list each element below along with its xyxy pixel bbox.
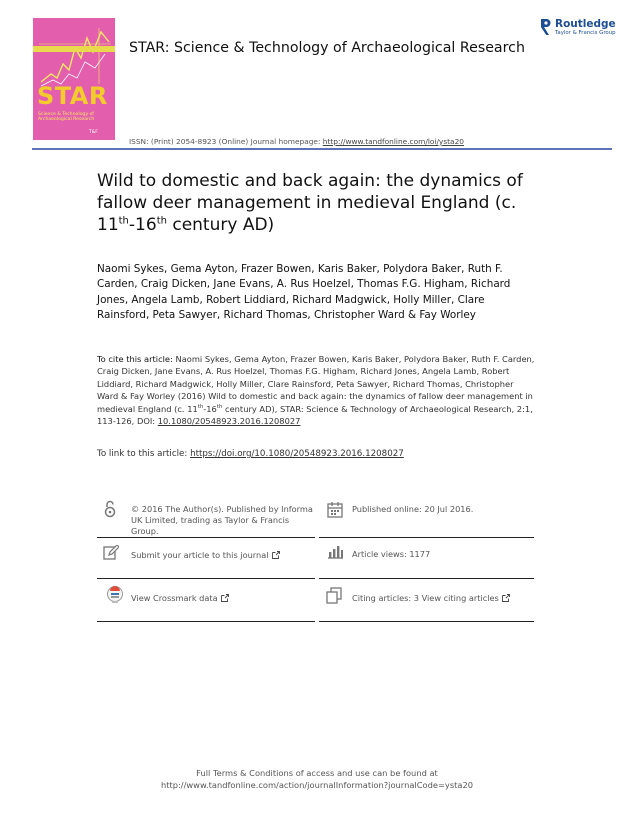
citation-doi[interactable]: 10.1080/20548923.2016.1208027	[157, 416, 301, 427]
citation-sup-2: th	[216, 403, 223, 410]
journal-cover[interactable]	[33, 18, 115, 140]
cover-publisher-mark: T&F	[89, 130, 98, 135]
article-doi-link[interactable]: https://doi.org/10.1080/20548923.2016.1208027	[190, 449, 404, 459]
crossmark-label: View Crossmark data	[131, 593, 218, 603]
title-dash: -16	[128, 215, 157, 235]
routledge-r-icon	[540, 17, 552, 37]
citation-text-2: -16	[203, 403, 217, 414]
info-divider	[97, 621, 315, 622]
title-sup-2: th	[156, 215, 167, 227]
journal-title: STAR: Science & Technology of Archaeological Research	[129, 40, 525, 56]
title-tail: century AD)	[166, 215, 275, 235]
header-divider	[32, 148, 612, 150]
crossmark-icon	[106, 585, 124, 605]
published-date: Published online: 20 Jul 2016.	[352, 504, 474, 514]
external-link-icon	[502, 594, 510, 602]
info-divider	[97, 537, 315, 538]
citation-sup-1: th	[197, 403, 204, 410]
license-text: © 2016 The Author(s). Published by Informa UK Limited, trading as Taylor & Francis Group.	[131, 504, 313, 536]
issn-line	[129, 137, 464, 146]
cover-subtitle: Science & Technology of Archaeological Research	[38, 112, 95, 123]
article-link-line	[97, 449, 404, 459]
citing-articles-link[interactable]	[352, 593, 510, 603]
open-access-icon	[103, 500, 117, 518]
title-line-1: Wild to domestic and back again: the dynamics of	[97, 171, 523, 191]
footer-terms: Full Terms & Conditions of access and use can be found at	[196, 768, 438, 778]
bar-chart-icon	[327, 544, 344, 559]
crossmark-cell[interactable]	[97, 582, 319, 620]
title-sup-1: th	[118, 215, 129, 227]
footer-url[interactable]: http://www.tandfonline.com/action/journalInformation?journalCode=ysta20	[160, 780, 474, 790]
submit-article-link[interactable]	[131, 550, 280, 560]
info-divider	[97, 578, 315, 579]
edit-icon	[103, 545, 119, 560]
issn-text: ISSN: (Print) 2054-8923 (Online) Journal homepage:	[129, 137, 323, 146]
copy-icon	[326, 587, 343, 604]
journal-homepage-link[interactable]: http://www.tandfonline.com/loi/ysta20	[322, 137, 464, 146]
submit-article-label: Submit your article to this journal	[131, 550, 269, 560]
calendar-icon	[327, 501, 343, 518]
citing-articles-label: Citing articles: 3 View citing articles	[352, 593, 499, 603]
external-link-icon	[272, 551, 280, 559]
link-label: To link to this article:	[97, 449, 191, 459]
publisher-tagline: Taylor & Francis Group	[555, 30, 616, 36]
submit-article-cell[interactable]	[97, 540, 319, 578]
article-title	[97, 170, 537, 236]
info-divider	[319, 537, 534, 538]
footer	[0, 767, 634, 791]
article-views-cell	[319, 540, 534, 578]
citation-text-1: Naomi Sykes, Gema Ayton, Frazer Bowen, Karis Baker, Polydora Baker, Ruth F. Carden, Craig Dicken, Jane Evans, A. Rus Hoelzel, Thomas F.G. Higham, Richard Jones, Angela Lamb, Robert Liddiard, Richard Madgwick, Holly Miller, Clare Rainsford, Peta Sawyer, Richard Thomas, Christopher Ward & Fay Worley (2016) Wild to domestic and back again: the dynamics of fallow deer management in medieval England (c. 11	[97, 354, 535, 414]
crossmark-link[interactable]	[131, 593, 229, 603]
publisher-name: Routledge	[555, 18, 616, 30]
title-line-2: fallow deer management in medieval England (c.	[97, 193, 517, 213]
citation-text-3: century AD), STAR: Science & Technology of Archaeological Research, 2:1, 113-126, DOI:	[97, 403, 533, 427]
citation-label: To cite this article:	[97, 354, 173, 364]
external-link-icon	[221, 594, 229, 602]
cover-stripe	[33, 46, 115, 52]
published-cell	[319, 498, 534, 538]
info-divider	[319, 578, 534, 579]
title-num-1: 11	[97, 215, 119, 235]
article-views: Article views: 1177	[352, 549, 431, 559]
info-divider	[319, 621, 534, 622]
cover-title: STAR	[37, 82, 108, 110]
citation-block	[97, 353, 537, 427]
authors: Naomi Sykes, Gema Ayton, Frazer Bowen, Karis Baker, Polydora Baker, Ruth F. Carden, Craig Dicken, Jane Evans, A. Rus Hoelzel, Thomas F.G. Higham, Richard Jones, Angela Lamb, Robert Liddiard, Richard Madgwick, Holly Miller, Clare Rainsford, Peta Sawyer, Richard Thomas, Christopher Ward & Fay Worley	[97, 263, 511, 322]
citing-articles-cell[interactable]	[319, 582, 534, 620]
license-cell	[97, 498, 319, 538]
